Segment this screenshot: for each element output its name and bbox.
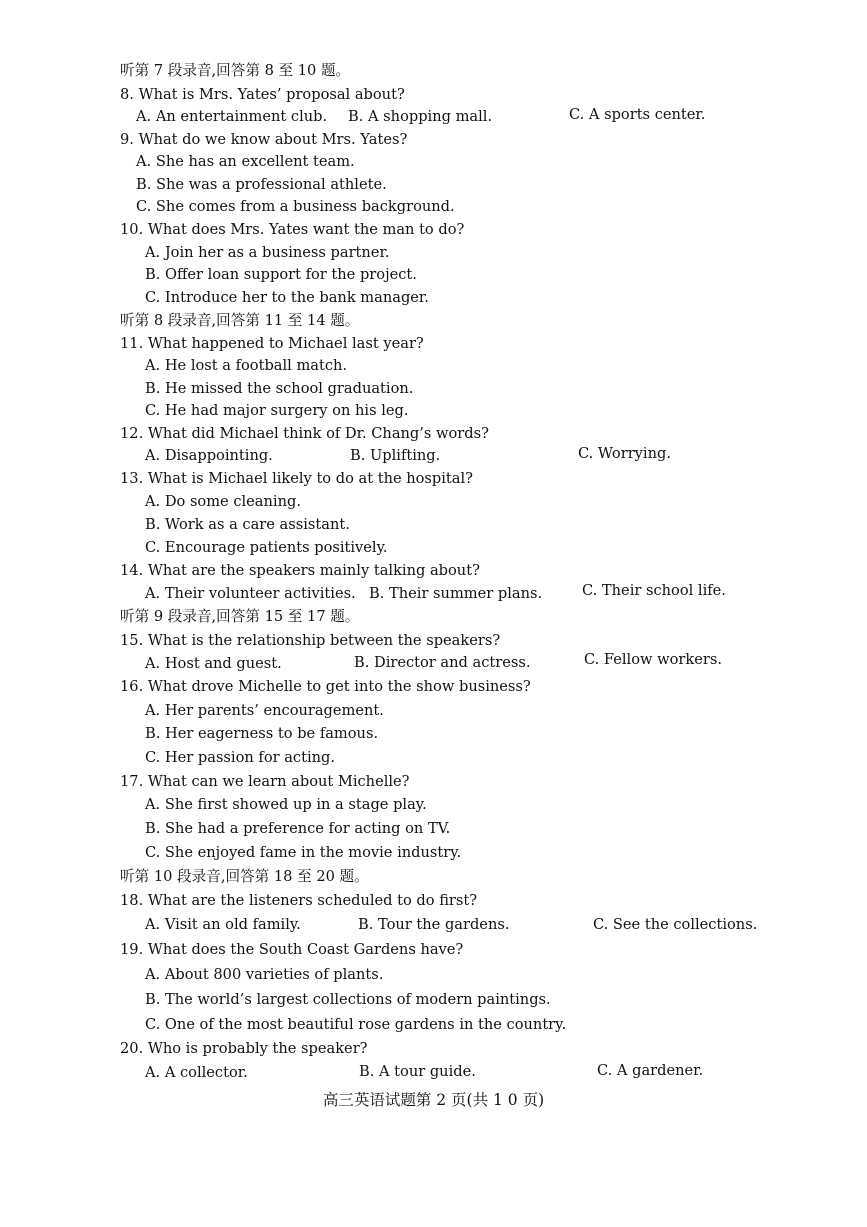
question-stem: 14. What are the speakers mainly talking about? (120, 562, 480, 579)
option-c: C. She comes from a business background. (136, 198, 455, 215)
question-stem: 17. What can we learn about Michelle? (120, 773, 410, 790)
option-b: B. A shopping mall. (348, 108, 493, 125)
option-b: B. The world’s largest collections of modern paintings. (145, 991, 551, 1008)
option-c: C. Introduce her to the bank manager. (145, 289, 429, 306)
option-c: C. Her passion for acting. (145, 749, 336, 766)
question-stem: 13. What is Michael likely to do at the hospital? (120, 470, 473, 487)
option-a: A. About 800 varieties of plants. (145, 966, 384, 983)
option-c: C. A sports center. (569, 106, 706, 123)
option-c: C. Their school life. (582, 582, 726, 599)
option-a: A. Disappointing. (145, 447, 273, 464)
option-a: A. She has an excellent team. (136, 153, 355, 170)
option-b: B. Their summer plans. (369, 585, 543, 602)
question-stem: 16. What drove Michelle to get into the show business? (120, 678, 531, 695)
option-a: A. A collector. (145, 1064, 248, 1081)
option-b: B. Uplifting. (350, 447, 441, 464)
option-c: C. One of the most beautiful rose gardens in the country. (145, 1016, 567, 1033)
question-stem: 20. Who is probably the speaker? (120, 1040, 368, 1057)
option-b: B. She was a professional athlete. (136, 176, 387, 193)
option-b: B. Tour the gardens. (358, 916, 510, 933)
question-stem: 18. What are the listeners scheduled to do first? (120, 892, 478, 909)
option-c: C. Fellow workers. (584, 651, 722, 668)
section-heading: 听第 10 段录音,回答第 18 至 20 题。 (120, 868, 369, 885)
option-a: A. Visit an old family. (145, 916, 301, 933)
page-footer: 高三英语试题第 2 页(共 1 0 页) (322, 1091, 545, 1109)
option-b: B. Director and actress. (354, 654, 531, 671)
option-c: C. A gardener. (597, 1062, 704, 1079)
option-c: C. Worrying. (578, 445, 671, 462)
option-a: A. He lost a football match. (145, 357, 348, 374)
option-c: C. See the collections. (593, 916, 758, 933)
section-heading: 听第 9 段录音,回答第 15 至 17 题。 (120, 608, 360, 625)
section-heading: 听第 8 段录音,回答第 11 至 14 题。 (120, 312, 360, 329)
question-stem: 12. What did Michael think of Dr. Chang’s words? (120, 425, 489, 442)
option-b: B. She had a preference for acting on TV. (145, 820, 451, 837)
option-a: A. Host and guest. (145, 655, 282, 672)
question-stem: 19. What does the South Coast Gardens have? (120, 941, 464, 958)
option-a: A. She first showed up in a stage play. (145, 796, 427, 813)
option-a: A. Her parents’ encouragement. (145, 702, 384, 719)
question-stem: 11. What happened to Michael last year? (120, 335, 424, 352)
option-b: B. He missed the school graduation. (145, 380, 414, 397)
option-b: B. Work as a care assistant. (145, 516, 350, 533)
option-c: C. He had major surgery on his leg. (145, 402, 409, 419)
option-c: C. Encourage patients positively. (145, 539, 388, 556)
question-stem: 9. What do we know about Mrs. Yates? (120, 131, 408, 148)
option-b: B. Her eagerness to be famous. (145, 725, 379, 742)
option-a: A. Join her as a business partner. (145, 244, 390, 261)
option-a: A. An entertainment club. (136, 108, 328, 125)
option-c: C. She enjoyed fame in the movie industry. (145, 844, 462, 861)
question-stem: 10. What does Mrs. Yates want the man to do? (120, 221, 465, 238)
option-a: A. Do some cleaning. (145, 493, 301, 510)
option-a: A. Their volunteer activities. (145, 585, 356, 602)
question-stem: 8. What is Mrs. Yates’ proposal about? (120, 86, 405, 103)
option-b: B. Offer loan support for the project. (145, 266, 417, 283)
question-stem: 15. What is the relationship between the speakers? (120, 632, 501, 649)
option-b: B. A tour guide. (359, 1063, 476, 1080)
section-heading: 听第 7 段录音,回答第 8 至 10 题。 (120, 62, 351, 79)
